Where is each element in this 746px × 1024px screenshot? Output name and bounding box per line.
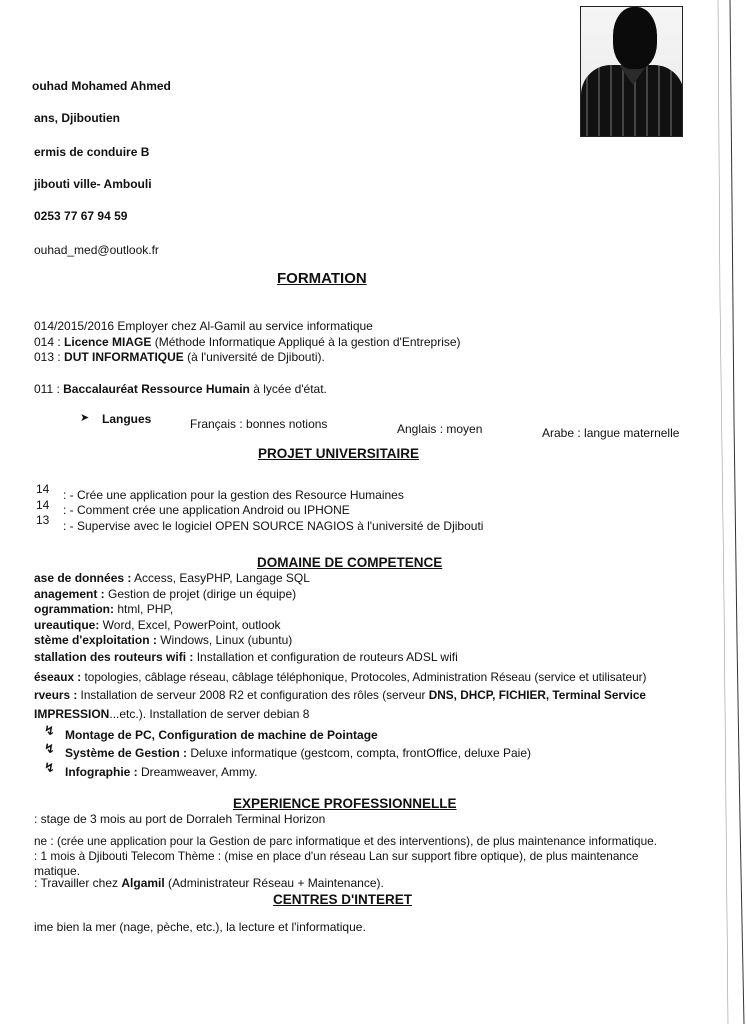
header-license: ermis de conduire B xyxy=(34,145,150,159)
competence-gestion xyxy=(65,746,531,760)
projet-item-3-year: 13 xyxy=(36,513,50,527)
competence-databases-value: Access, EasyPHP, Langage SQL xyxy=(131,571,310,585)
competence-os-label: stème d'exploitation : xyxy=(34,633,157,647)
bullet-arrow-icon: ↯ xyxy=(44,723,55,738)
profile-photo xyxy=(580,6,683,137)
competence-gestion-label: Système de Gestion : xyxy=(65,746,188,760)
projet-item-3-text: : - Supervise avec le logiciel OPEN SOURCE NAGIOS à l'université de Djibouti xyxy=(63,519,484,533)
competence-reseaux-value: topologies, câblage réseau, câblage téléphonique, Protocoles, Administration Réseau (service et utilisateur) xyxy=(81,670,647,684)
competence-programmation-label: ogrammation: xyxy=(34,602,115,616)
competence-infographie xyxy=(65,765,257,779)
competence-bureautique-value: Word, Excel, PowerPoint, outlook xyxy=(99,618,281,632)
competence-bureautique xyxy=(34,618,281,632)
langues-label: Langues xyxy=(102,412,152,426)
experience-line-5 xyxy=(34,876,384,890)
formation-line-4-degree: Baccalauréat Ressource Humain xyxy=(63,382,250,396)
formation-line-4-year: 011 : xyxy=(34,382,64,396)
projet-item-2-text: : - Comment crée une application Android ou IPHONE xyxy=(63,503,350,517)
competence-gestion-value: Deluxe informatique (gestcom, compta, frontOffice, deluxe Paie) xyxy=(187,746,531,760)
section-title-interets: CENTRES D'INTERET xyxy=(273,892,412,907)
competence-routeurs-label: stallation des routeurs wifi : xyxy=(34,650,194,664)
scan-edge xyxy=(716,0,746,1024)
competence-routeurs xyxy=(34,650,458,664)
projet-item-1-text: : - Crée une application pour la gestion des Resource Humaines xyxy=(63,488,404,502)
projet-item-2-year: 14 xyxy=(36,498,50,512)
arrow-bullet-icon: ➤ xyxy=(80,412,90,424)
photo-head xyxy=(613,7,657,69)
projet-item-1-year: 14 xyxy=(36,482,50,496)
competence-bureautique-label: ureautique: xyxy=(34,618,100,632)
competence-os-value: Windows, Linux (ubuntu) xyxy=(156,633,293,647)
competence-databases xyxy=(34,571,310,585)
competence-serveurs xyxy=(34,688,646,702)
header-address: jibouti ville- Ambouli xyxy=(34,177,152,191)
competence-programmation-value: html, PHP, xyxy=(114,602,174,616)
experience-line-5-company: Algamil xyxy=(121,876,165,890)
header-phone: 0253 77 67 94 59 xyxy=(34,209,128,223)
section-title-experience: EXPERIENCE PROFESSIONNELLE xyxy=(233,796,457,811)
competence-impression-label: IMPRESSION xyxy=(34,707,110,721)
experience-line-5-role: (Administrateur Réseau + Maintenance). xyxy=(164,876,384,890)
formation-line-3 xyxy=(34,350,325,364)
experience-line-2: ne : (crée une application pour la Gestion de parc informatique et des interventions), de plus maintenance informatique. xyxy=(34,834,657,848)
formation-line-3-degree: DUT INFORMATIQUE xyxy=(64,350,184,364)
section-title-competence: DOMAINE DE COMPETENCE xyxy=(257,555,443,570)
header-name: ouhad Mohamed Ahmed xyxy=(32,79,171,93)
formation-line-4-detail: à lycée d'état. xyxy=(249,382,327,396)
section-title-formation: FORMATION xyxy=(277,270,367,287)
competence-reseaux xyxy=(34,670,647,684)
competence-montage: Montage de PC, Configuration de machine de Pointage xyxy=(65,728,378,742)
competence-management xyxy=(34,587,296,601)
competence-management-label: anagement : xyxy=(34,587,105,601)
section-title-projet: PROJET UNIVERSITAIRE xyxy=(258,446,420,461)
competence-reseaux-label: éseaux : xyxy=(34,670,82,684)
bullet-arrow-icon: ↯ xyxy=(44,760,55,775)
experience-line-5-prefix: : Travailler chez xyxy=(34,876,122,890)
competence-serveurs-label: rveurs : xyxy=(34,688,78,702)
competence-os xyxy=(34,633,292,647)
experience-line-3: : 1 mois à Djibouti Telecom Thème : (mise en place d'un réseau Lan sur support fibre optique), de plus maintenance xyxy=(34,849,639,863)
formation-line-4 xyxy=(34,382,327,396)
header-age: ans, Djiboutien xyxy=(34,111,121,125)
competence-impression-value: ...etc.). Installation de server debian 8 xyxy=(109,707,310,721)
competence-infographie-label: Infographie : xyxy=(65,765,138,779)
competence-serveurs-roles: DNS, DHCP, FICHIER, Terminal Service xyxy=(428,688,646,702)
header-email: ouhad_med@outlook.fr xyxy=(34,243,159,257)
competence-serveurs-value: Installation de serveur 2008 R2 et configuration des rôles (serveur xyxy=(77,688,429,702)
langue-arabe: Arabe : langue maternelle xyxy=(542,426,680,440)
bullet-arrow-icon: ↯ xyxy=(44,741,55,756)
formation-line-3-detail: (à l'université de Djibouti). xyxy=(183,350,325,364)
langue-francais: Français : bonnes notions xyxy=(190,417,328,431)
competence-management-value: Gestion de projet (dirige un équipe) xyxy=(104,587,297,601)
formation-line-2-degree: Licence MIAGE xyxy=(64,335,152,349)
experience-line-1: : stage de 3 mois au port de Dorraleh Terminal Horizon xyxy=(34,812,326,826)
langue-anglais: Anglais : moyen xyxy=(397,422,483,436)
formation-line-1: 014/2015/2016 Employer chez Al-Gamil au service informatique xyxy=(34,319,373,333)
competence-impression xyxy=(34,707,309,721)
experience-line-4: matique. xyxy=(34,864,81,878)
formation-line-3-year: 013 : xyxy=(34,350,65,364)
competence-infographie-value: Dreamweaver, Ammy. xyxy=(137,765,258,779)
competence-programmation xyxy=(34,602,173,616)
formation-line-2-detail: (Méthode Informatique Appliqué à la gestion d'Entreprise) xyxy=(151,335,461,349)
formation-line-2-year: 014 : xyxy=(34,335,65,349)
competence-routeurs-value: Installation et configuration de routeurs ADSL wifi xyxy=(193,650,458,664)
interets-text: ime bien la mer (nage, pèche, etc.), la lecture et l'informatique. xyxy=(34,920,366,934)
competence-databases-label: ase de données : xyxy=(34,571,132,585)
formation-line-2 xyxy=(34,335,461,349)
